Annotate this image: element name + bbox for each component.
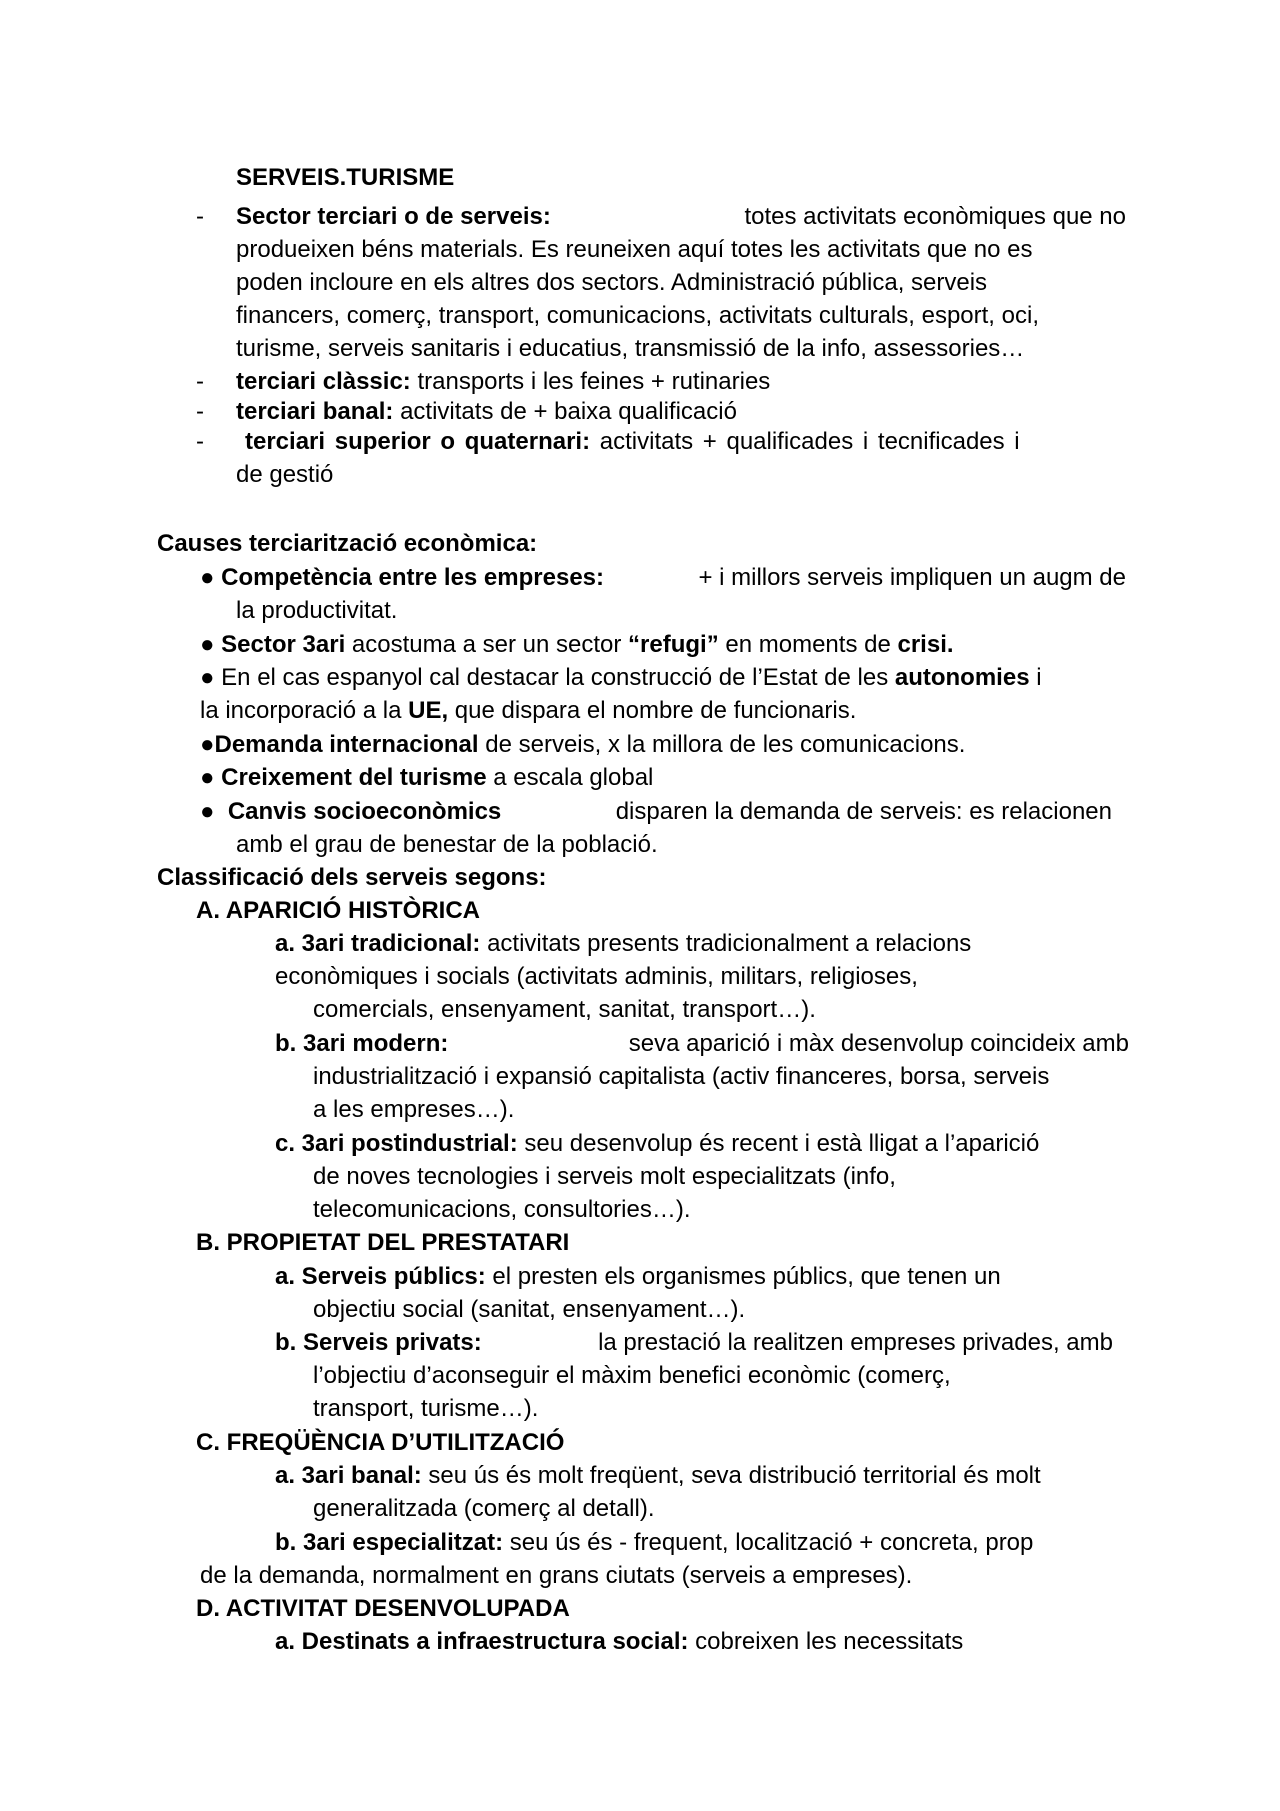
item-a-traditional-line-2: econòmiques i socials (activitats adminis, militars, religioses,	[275, 963, 918, 990]
sector-definition-line-1	[236, 200, 1126, 233]
item-b-private-line-2: l’objectiu d’aconseguir el màxim benefici econòmic (comerç,	[313, 1362, 951, 1389]
item-a-traditional: a. 3ari tradicional: activitats presents tradicionalment a relacions	[275, 930, 972, 957]
sector-term: Sector terciari o de serveis:	[236, 203, 551, 230]
item-c-specialized: b. 3ari especialitzat: seu ús és - frequent, localització + concreta, prop	[275, 1529, 1034, 1556]
item-a-postindustrial: c. 3ari postindustrial: seu desenvolup és recent i està lligat a l’aparició	[275, 1130, 1040, 1157]
dash-marker: -	[196, 368, 204, 395]
cause-tourism-growth: ● Creixement del turisme a escala global	[200, 764, 654, 791]
subtype-banal: terciari banal: activitats de + baixa qualificació	[236, 398, 737, 425]
item-a-modern-line-3: a les empreses…).	[313, 1096, 515, 1123]
section-c-title: C. FREQÜÈNCIA D’UTILITZACIÓ	[196, 1429, 565, 1456]
item-c-banal-line-2: generalitzada (comerç al detall).	[313, 1495, 655, 1522]
cause-competition: ● Competència entre les empreses: + i millors serveis impliquen un augm de	[200, 564, 1126, 591]
page-title: SERVEIS.TURISME	[236, 164, 455, 191]
dash-marker: -	[196, 428, 204, 455]
causes-heading: Causes terciarització econòmica:	[157, 530, 538, 557]
cause-spain: ● En el cas espanyol cal destacar la construcció de l’Estat de les autonomies i	[200, 664, 1042, 691]
item-a-modern-line-2: industrialització i expansió capitalista (activ financeres, borsa, serveis	[313, 1063, 1050, 1090]
cause-socioeconomic: ● Canvis socioeconòmics disparen la demanda de serveis: es relacionen	[200, 798, 1112, 825]
section-a-title: A. APARICIÓ HISTÒRICA	[196, 897, 481, 924]
cause-competition-cont: la productivitat.	[236, 597, 398, 624]
dash-marker: -	[196, 398, 204, 425]
sector-definition-line-5: turisme, serveis sanitaris i educatius, transmissió de la info, assessories…	[236, 335, 1025, 362]
subtype-superior-cont: de gestió	[236, 461, 334, 488]
item-b-public-line-2: objectiu social (sanitat, ensenyament…).	[313, 1296, 746, 1323]
sector-definition-line-2: produeixen béns materials. Es reuneixen aquí totes les activitats que no es	[236, 236, 1033, 263]
item-a-postindustrial-line-2: de noves tecnologies i serveis molt especialitzats (info,	[313, 1163, 896, 1190]
cause-international-demand: ●Demanda internacional de serveis, x la millora de les comunicacions.	[200, 731, 966, 758]
cause-socioeconomic-cont: amb el grau de benestar de la població.	[236, 831, 658, 858]
item-a-traditional-line-3: comercials, ensenyament, sanitat, transport…).	[313, 996, 816, 1023]
classification-heading: Classificació dels serveis segons:	[157, 864, 547, 891]
item-c-banal: a. 3ari banal: seu ús és molt freqüent, seva distribució territorial és molt	[275, 1462, 1041, 1489]
item-b-public: a. Serveis públics: el presten els organismes públics, que tenen un	[275, 1263, 1001, 1290]
item-d-social-infrastructure: a. Destinats a infraestructura social: cobreixen les necessitats	[275, 1628, 964, 1655]
section-d-title: D. ACTIVITAT DESENVOLUPADA	[196, 1595, 570, 1622]
cause-refuge: ● Sector 3ari acostuma a ser un sector “refugi” en moments de crisi.	[200, 631, 954, 658]
subtype-superior: terciari superior o quaternari: activitats + qualificades i tecnificades i	[245, 428, 1020, 455]
item-b-private-line-3: transport, turisme…).	[313, 1395, 539, 1422]
sector-text: totes activitats econòmiques que no	[744, 203, 1126, 230]
cause-spain-cont: la incorporació a la UE, que dispara el nombre de funcionaris.	[200, 697, 857, 724]
section-b-title: B. PROPIETAT DEL PRESTATARI	[196, 1229, 570, 1256]
subtype-classic: terciari clàssic: transports i les feines + rutinaries	[236, 368, 771, 395]
item-a-postindustrial-line-3: telecomunicacions, consultories…).	[313, 1196, 691, 1223]
item-a-modern: b. 3ari modern: seva aparició i màx desenvolup coincideix amb	[275, 1030, 1129, 1057]
item-c-specialized-line-2: de la demanda, normalment en grans ciutats (serveis a empreses).	[200, 1562, 913, 1589]
sector-definition-line-3: poden incloure en els altres dos sectors. Administració pública, serveis	[236, 269, 988, 296]
dash-marker: -	[196, 203, 204, 230]
item-b-private: b. Serveis privats: la prestació la realitzen empreses privades, amb	[275, 1329, 1113, 1356]
sector-definition-line-4: financers, comerç, transport, comunicacions, activitats culturals, esport, oci,	[236, 302, 1039, 329]
